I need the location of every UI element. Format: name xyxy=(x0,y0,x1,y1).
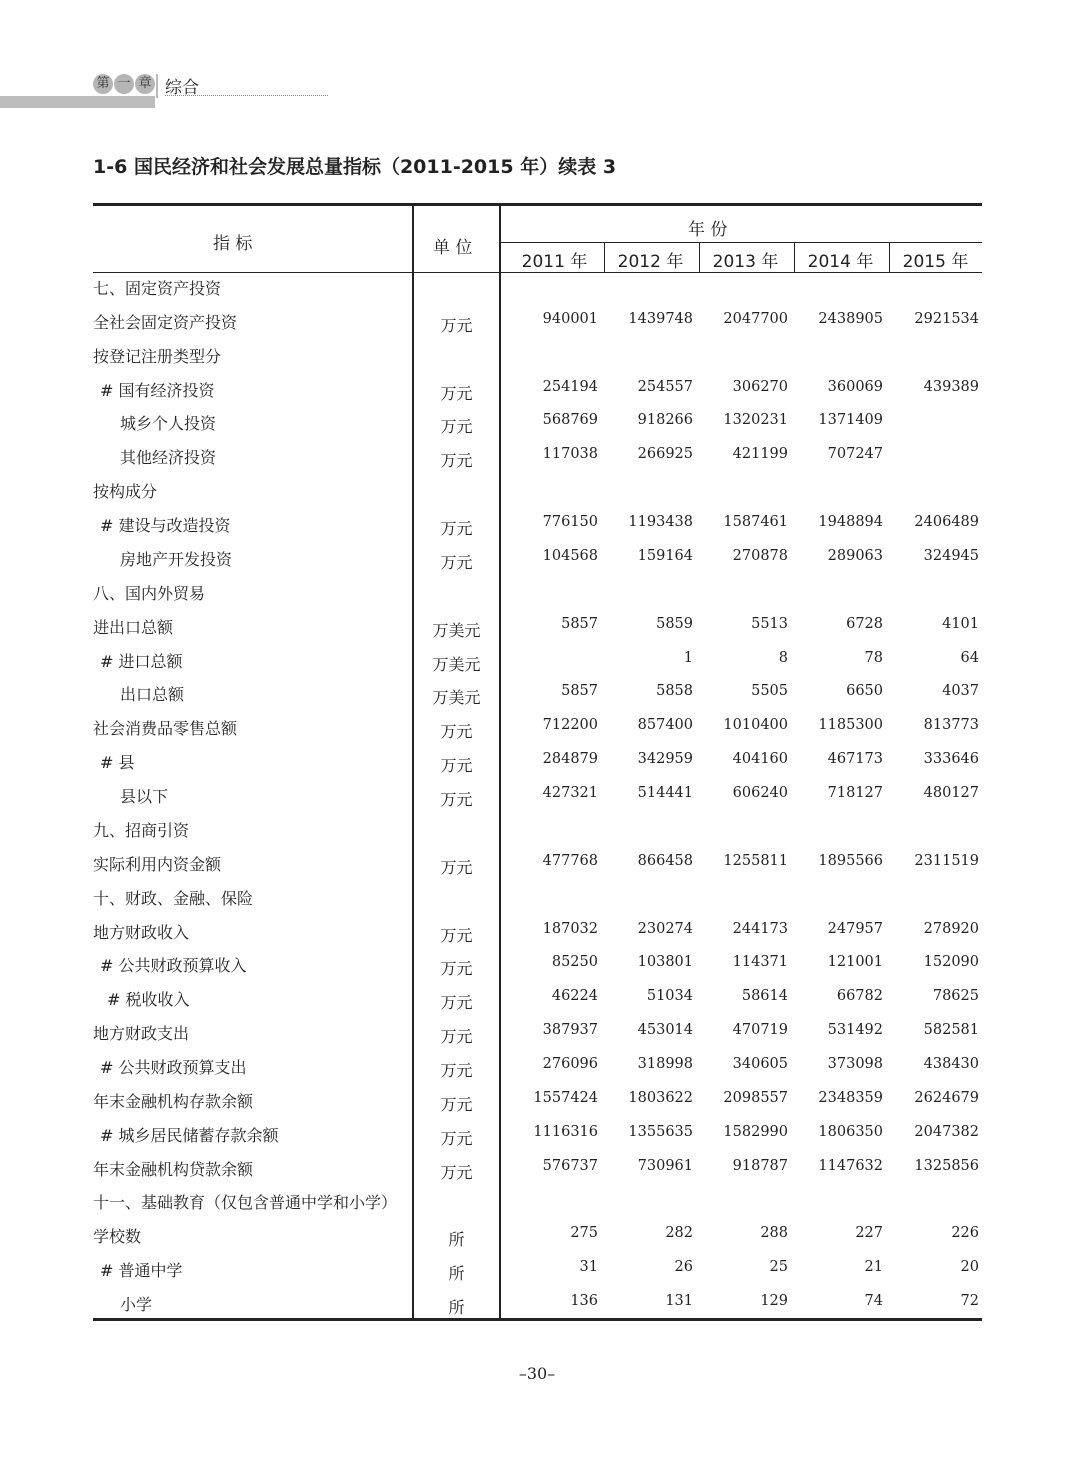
cell-value: 531492 xyxy=(827,1022,883,1039)
cell-value: 1803622 xyxy=(628,1089,693,1106)
cell-value: 46224 xyxy=(551,988,598,1005)
cell-value: 2438905 xyxy=(818,310,883,327)
cell-value: 31 xyxy=(579,1259,598,1276)
cell-value: 21 xyxy=(864,1259,883,1276)
table-row xyxy=(93,269,982,303)
row-label: # 县 xyxy=(100,753,135,773)
cell-value: 2047382 xyxy=(914,1123,979,1140)
row-unit: 万元 xyxy=(440,959,473,979)
cell-value: 1320231 xyxy=(723,412,788,429)
cell-value: 8 xyxy=(778,649,788,666)
cell-value: 247957 xyxy=(827,920,883,937)
row-label: # 城乡居民储蓄存款余额 xyxy=(100,1125,279,1145)
row-unit: 万元 xyxy=(440,1094,473,1114)
row-unit: 万元 xyxy=(440,451,473,471)
cell-value: 2047700 xyxy=(723,310,788,327)
cell-value: 373098 xyxy=(827,1056,883,1072)
cell-value: 387937 xyxy=(542,1022,598,1039)
cell-value: 2098557 xyxy=(723,1089,788,1106)
row-unit: 万元 xyxy=(440,857,473,877)
cell-value: 730961 xyxy=(637,1157,693,1174)
row-unit: 万美元 xyxy=(432,688,481,708)
chapter-char: 章 xyxy=(135,74,155,94)
row-label: 房地产开发投资 xyxy=(120,549,233,569)
cell-value: 470719 xyxy=(732,1022,788,1039)
cell-value: 1439748 xyxy=(628,310,693,327)
cell-value: 477768 xyxy=(542,852,598,869)
cell-value: 333646 xyxy=(923,751,979,768)
table-row xyxy=(93,472,982,506)
cell-value: 159164 xyxy=(637,547,693,564)
cell-value: 5513 xyxy=(751,615,788,632)
cell-value: 2921534 xyxy=(914,310,979,327)
header-year: 2014 年 xyxy=(807,252,874,272)
cell-value: 813773 xyxy=(923,717,979,734)
cell-value: 360069 xyxy=(827,378,883,395)
cell-value: 776150 xyxy=(542,514,598,531)
row-label: 县以下 xyxy=(120,787,169,807)
table-row xyxy=(93,946,982,980)
cell-value: 568769 xyxy=(542,412,598,429)
table-row xyxy=(93,337,982,371)
cell-value: 2348359 xyxy=(818,1089,883,1106)
row-label: 地方财政收入 xyxy=(93,922,190,942)
row-label: 社会消费品零售总额 xyxy=(93,719,238,739)
cell-value: 1147632 xyxy=(818,1157,883,1174)
row-label: 地方财政支出 xyxy=(93,1024,190,1044)
table-row xyxy=(93,404,982,438)
table-row xyxy=(93,743,982,777)
cell-value: 26 xyxy=(674,1259,693,1276)
cell-value: 2311519 xyxy=(914,852,979,869)
header-year: 2011 年 xyxy=(521,252,588,272)
cell-value: 1355635 xyxy=(628,1123,693,1140)
row-label: 九、招商引资 xyxy=(93,820,190,840)
cell-value: 1193438 xyxy=(628,514,693,531)
header-year: 2015 年 xyxy=(902,252,969,272)
cell-value: 918787 xyxy=(732,1157,788,1174)
cell-value: 121001 xyxy=(827,954,883,971)
cell-value: 340605 xyxy=(732,1056,788,1072)
year-group-rule xyxy=(500,242,982,243)
cell-value: 78 xyxy=(864,649,883,666)
cell-value: 306270 xyxy=(732,378,788,395)
table-row xyxy=(93,1048,982,1082)
table-row xyxy=(93,913,982,947)
cell-value: 244173 xyxy=(732,920,788,937)
cell-value: 1948894 xyxy=(818,514,883,531)
row-unit: 万元 xyxy=(440,1061,473,1080)
cell-value: 404160 xyxy=(732,751,788,768)
cell-value: 5857 xyxy=(561,683,598,700)
row-label: 年末金融机构存款余额 xyxy=(93,1091,254,1111)
cell-value: 1185300 xyxy=(818,717,883,734)
row-label: # 进口总额 xyxy=(100,651,183,671)
row-label: 按登记注册类型分 xyxy=(93,346,222,366)
row-label: 出口总额 xyxy=(120,685,185,705)
cell-value: 1557424 xyxy=(533,1089,598,1106)
table-row xyxy=(93,438,982,472)
cell-value: 480127 xyxy=(923,785,979,802)
cell-value: 289063 xyxy=(827,547,883,564)
row-unit: 所 xyxy=(448,1264,465,1284)
cell-value: 4101 xyxy=(942,615,979,632)
table-row xyxy=(93,608,982,642)
row-label: # 公共财政预算支出 xyxy=(100,1058,247,1077)
table-row xyxy=(93,1082,982,1116)
row-unit: 万元 xyxy=(440,925,473,945)
table-row xyxy=(93,642,982,676)
header-indicator: 指 标 xyxy=(213,234,253,254)
row-label: # 建设与改造投资 xyxy=(100,516,231,536)
cell-value: 64 xyxy=(960,649,979,666)
cell-value: 284879 xyxy=(542,751,598,768)
chapter-char: 第 xyxy=(93,74,113,94)
chapter-badge xyxy=(93,74,155,94)
cell-value: 318998 xyxy=(637,1056,693,1072)
cell-value: 266925 xyxy=(637,446,693,463)
cell-value: 324945 xyxy=(923,547,979,564)
cell-value: 226 xyxy=(951,1225,979,1242)
page-number: –30– xyxy=(518,1364,556,1383)
table-row xyxy=(93,879,982,913)
table-row xyxy=(93,1217,982,1251)
cell-value: 712200 xyxy=(542,717,598,734)
cell-value: 1371409 xyxy=(818,412,883,429)
cell-value: 6728 xyxy=(846,615,883,632)
table-row xyxy=(93,506,982,540)
row-label: # 普通中学 xyxy=(100,1261,183,1281)
cell-value: 114371 xyxy=(732,954,788,971)
cell-value: 606240 xyxy=(732,785,788,802)
cell-value: 25 xyxy=(769,1259,788,1276)
header-divider xyxy=(156,74,158,98)
row-label: 全社会固定资产投资 xyxy=(93,312,238,332)
cell-value: 438430 xyxy=(923,1056,979,1072)
row-label: 学校数 xyxy=(93,1227,142,1247)
row-label: 按构成分 xyxy=(93,482,158,502)
row-unit: 万美元 xyxy=(432,654,481,674)
row-unit: 所 xyxy=(448,1230,465,1250)
header-dotted-rule xyxy=(165,95,328,96)
row-unit: 万元 xyxy=(440,993,473,1013)
cell-value: 58614 xyxy=(741,988,788,1005)
header-years: 年 份 xyxy=(688,220,728,240)
row-unit: 所 xyxy=(448,1298,465,1318)
cell-value: 439389 xyxy=(923,378,979,395)
cell-value: 270878 xyxy=(732,547,788,564)
cell-value: 918266 xyxy=(637,412,693,429)
section-title: 综合 xyxy=(165,78,199,98)
cell-value: 718127 xyxy=(827,785,883,802)
row-unit: 万元 xyxy=(440,1027,473,1047)
cell-value: 1895566 xyxy=(818,852,883,869)
table-row xyxy=(93,1150,982,1184)
header-year: 2013 年 xyxy=(712,252,779,272)
cell-value: 288 xyxy=(760,1225,788,1242)
table-row xyxy=(93,1116,982,1150)
row-label: # 国有经济投资 xyxy=(100,380,215,400)
row-unit: 万元 xyxy=(440,383,473,403)
cell-value: 227 xyxy=(855,1225,883,1242)
table-row xyxy=(93,540,982,574)
table-row xyxy=(93,811,982,845)
row-unit: 万元 xyxy=(440,552,473,572)
table-row xyxy=(93,303,982,337)
table-row xyxy=(93,845,982,879)
row-label: 十一、基础教育（仅包含普通中学和小学） xyxy=(93,1193,398,1213)
row-unit: 万元 xyxy=(440,722,473,742)
cell-value: 1010400 xyxy=(723,717,788,734)
table-top-rule xyxy=(93,203,982,206)
cell-value: 51034 xyxy=(646,988,693,1005)
table-row xyxy=(93,1285,982,1319)
cell-value: 421199 xyxy=(732,446,788,463)
header-bar xyxy=(0,96,155,108)
table-row xyxy=(93,980,982,1014)
row-unit: 万元 xyxy=(440,756,473,776)
table-row xyxy=(93,675,982,709)
table-title: 1-6 国民经济和社会发展总量指标（2011-2015 年）续表 3 xyxy=(93,156,617,178)
cell-value: 6650 xyxy=(846,683,883,700)
table-row xyxy=(93,1014,982,1048)
cell-value: 427321 xyxy=(542,785,598,802)
cell-value: 5505 xyxy=(751,683,788,700)
cell-value: 85250 xyxy=(551,954,598,971)
cell-value: 467173 xyxy=(827,751,883,768)
cell-value: 576737 xyxy=(542,1157,598,1174)
table-row xyxy=(93,709,982,743)
cell-value: 187032 xyxy=(542,920,598,937)
cell-value: 707247 xyxy=(827,446,883,463)
cell-value: 278920 xyxy=(923,920,979,937)
row-unit: 万美元 xyxy=(432,620,481,640)
cell-value: 2406489 xyxy=(914,514,979,531)
cell-value: 5857 xyxy=(561,615,598,632)
table-row xyxy=(93,574,982,608)
cell-value: 152090 xyxy=(923,954,979,971)
cell-value: 66782 xyxy=(836,988,883,1005)
cell-value: 117038 xyxy=(542,446,598,463)
cell-value: 342959 xyxy=(637,751,693,768)
cell-value: 866458 xyxy=(637,852,693,869)
cell-value: 275 xyxy=(570,1225,598,1242)
cell-value: 104568 xyxy=(542,547,598,564)
row-label: 其他经济投资 xyxy=(120,448,217,468)
cell-value: 136 xyxy=(570,1293,598,1310)
cell-value: 1255811 xyxy=(723,852,788,869)
cell-value: 2624679 xyxy=(914,1089,979,1106)
row-unit: 万元 xyxy=(440,1128,473,1148)
cell-value: 276096 xyxy=(542,1056,598,1072)
row-unit: 万元 xyxy=(440,417,473,437)
cell-value: 20 xyxy=(960,1259,979,1276)
row-label: # 公共财政预算收入 xyxy=(100,956,247,976)
header-unit: 单 位 xyxy=(433,238,473,258)
cell-value: 131 xyxy=(665,1293,693,1310)
row-label: # 税收收入 xyxy=(107,990,190,1010)
row-label: 八、国内外贸易 xyxy=(93,583,206,603)
cell-value: 940001 xyxy=(542,310,598,327)
cell-value: 514441 xyxy=(637,785,693,802)
cell-value: 1806350 xyxy=(818,1123,883,1140)
cell-value: 582581 xyxy=(923,1022,979,1039)
cell-value: 282 xyxy=(665,1225,693,1242)
cell-value: 1325856 xyxy=(914,1157,979,1174)
cell-value: 103801 xyxy=(637,954,693,971)
cell-value: 254557 xyxy=(637,378,693,395)
table-row xyxy=(93,1251,982,1285)
chapter-char: 一 xyxy=(114,74,134,94)
cell-value: 5859 xyxy=(656,615,693,632)
row-unit: 万元 xyxy=(440,790,473,810)
cell-value: 1587461 xyxy=(723,514,788,531)
cell-value: 1116316 xyxy=(533,1123,598,1140)
cell-value: 453014 xyxy=(637,1022,693,1039)
row-unit: 万元 xyxy=(440,1162,473,1182)
row-label: 十、财政、金融、保险 xyxy=(93,888,254,908)
row-label: 进出口总额 xyxy=(93,617,174,637)
row-label: 小学 xyxy=(120,1295,153,1315)
cell-value: 78625 xyxy=(932,988,979,1005)
cell-value: 74 xyxy=(864,1293,883,1310)
cell-value: 72 xyxy=(960,1293,979,1310)
cell-value: 1 xyxy=(683,649,693,666)
row-unit: 万元 xyxy=(440,519,473,539)
table-row xyxy=(93,1183,982,1217)
cell-value: 4037 xyxy=(942,683,979,700)
row-label: 年末金融机构贷款余额 xyxy=(93,1159,254,1179)
cell-value: 254194 xyxy=(542,378,598,395)
row-label: 城乡个人投资 xyxy=(120,414,217,434)
cell-value: 230274 xyxy=(637,920,693,937)
row-unit: 万元 xyxy=(440,315,473,335)
cell-value: 129 xyxy=(760,1293,788,1310)
header-year: 2012 年 xyxy=(617,252,684,272)
table-row xyxy=(93,371,982,405)
row-label: 七、固定资产投资 xyxy=(93,279,222,298)
table-row xyxy=(93,777,982,811)
cell-value: 1582990 xyxy=(723,1123,788,1140)
cell-value: 5858 xyxy=(656,683,693,700)
row-label: 实际利用内资金额 xyxy=(93,854,222,874)
cell-value: 857400 xyxy=(637,717,693,734)
